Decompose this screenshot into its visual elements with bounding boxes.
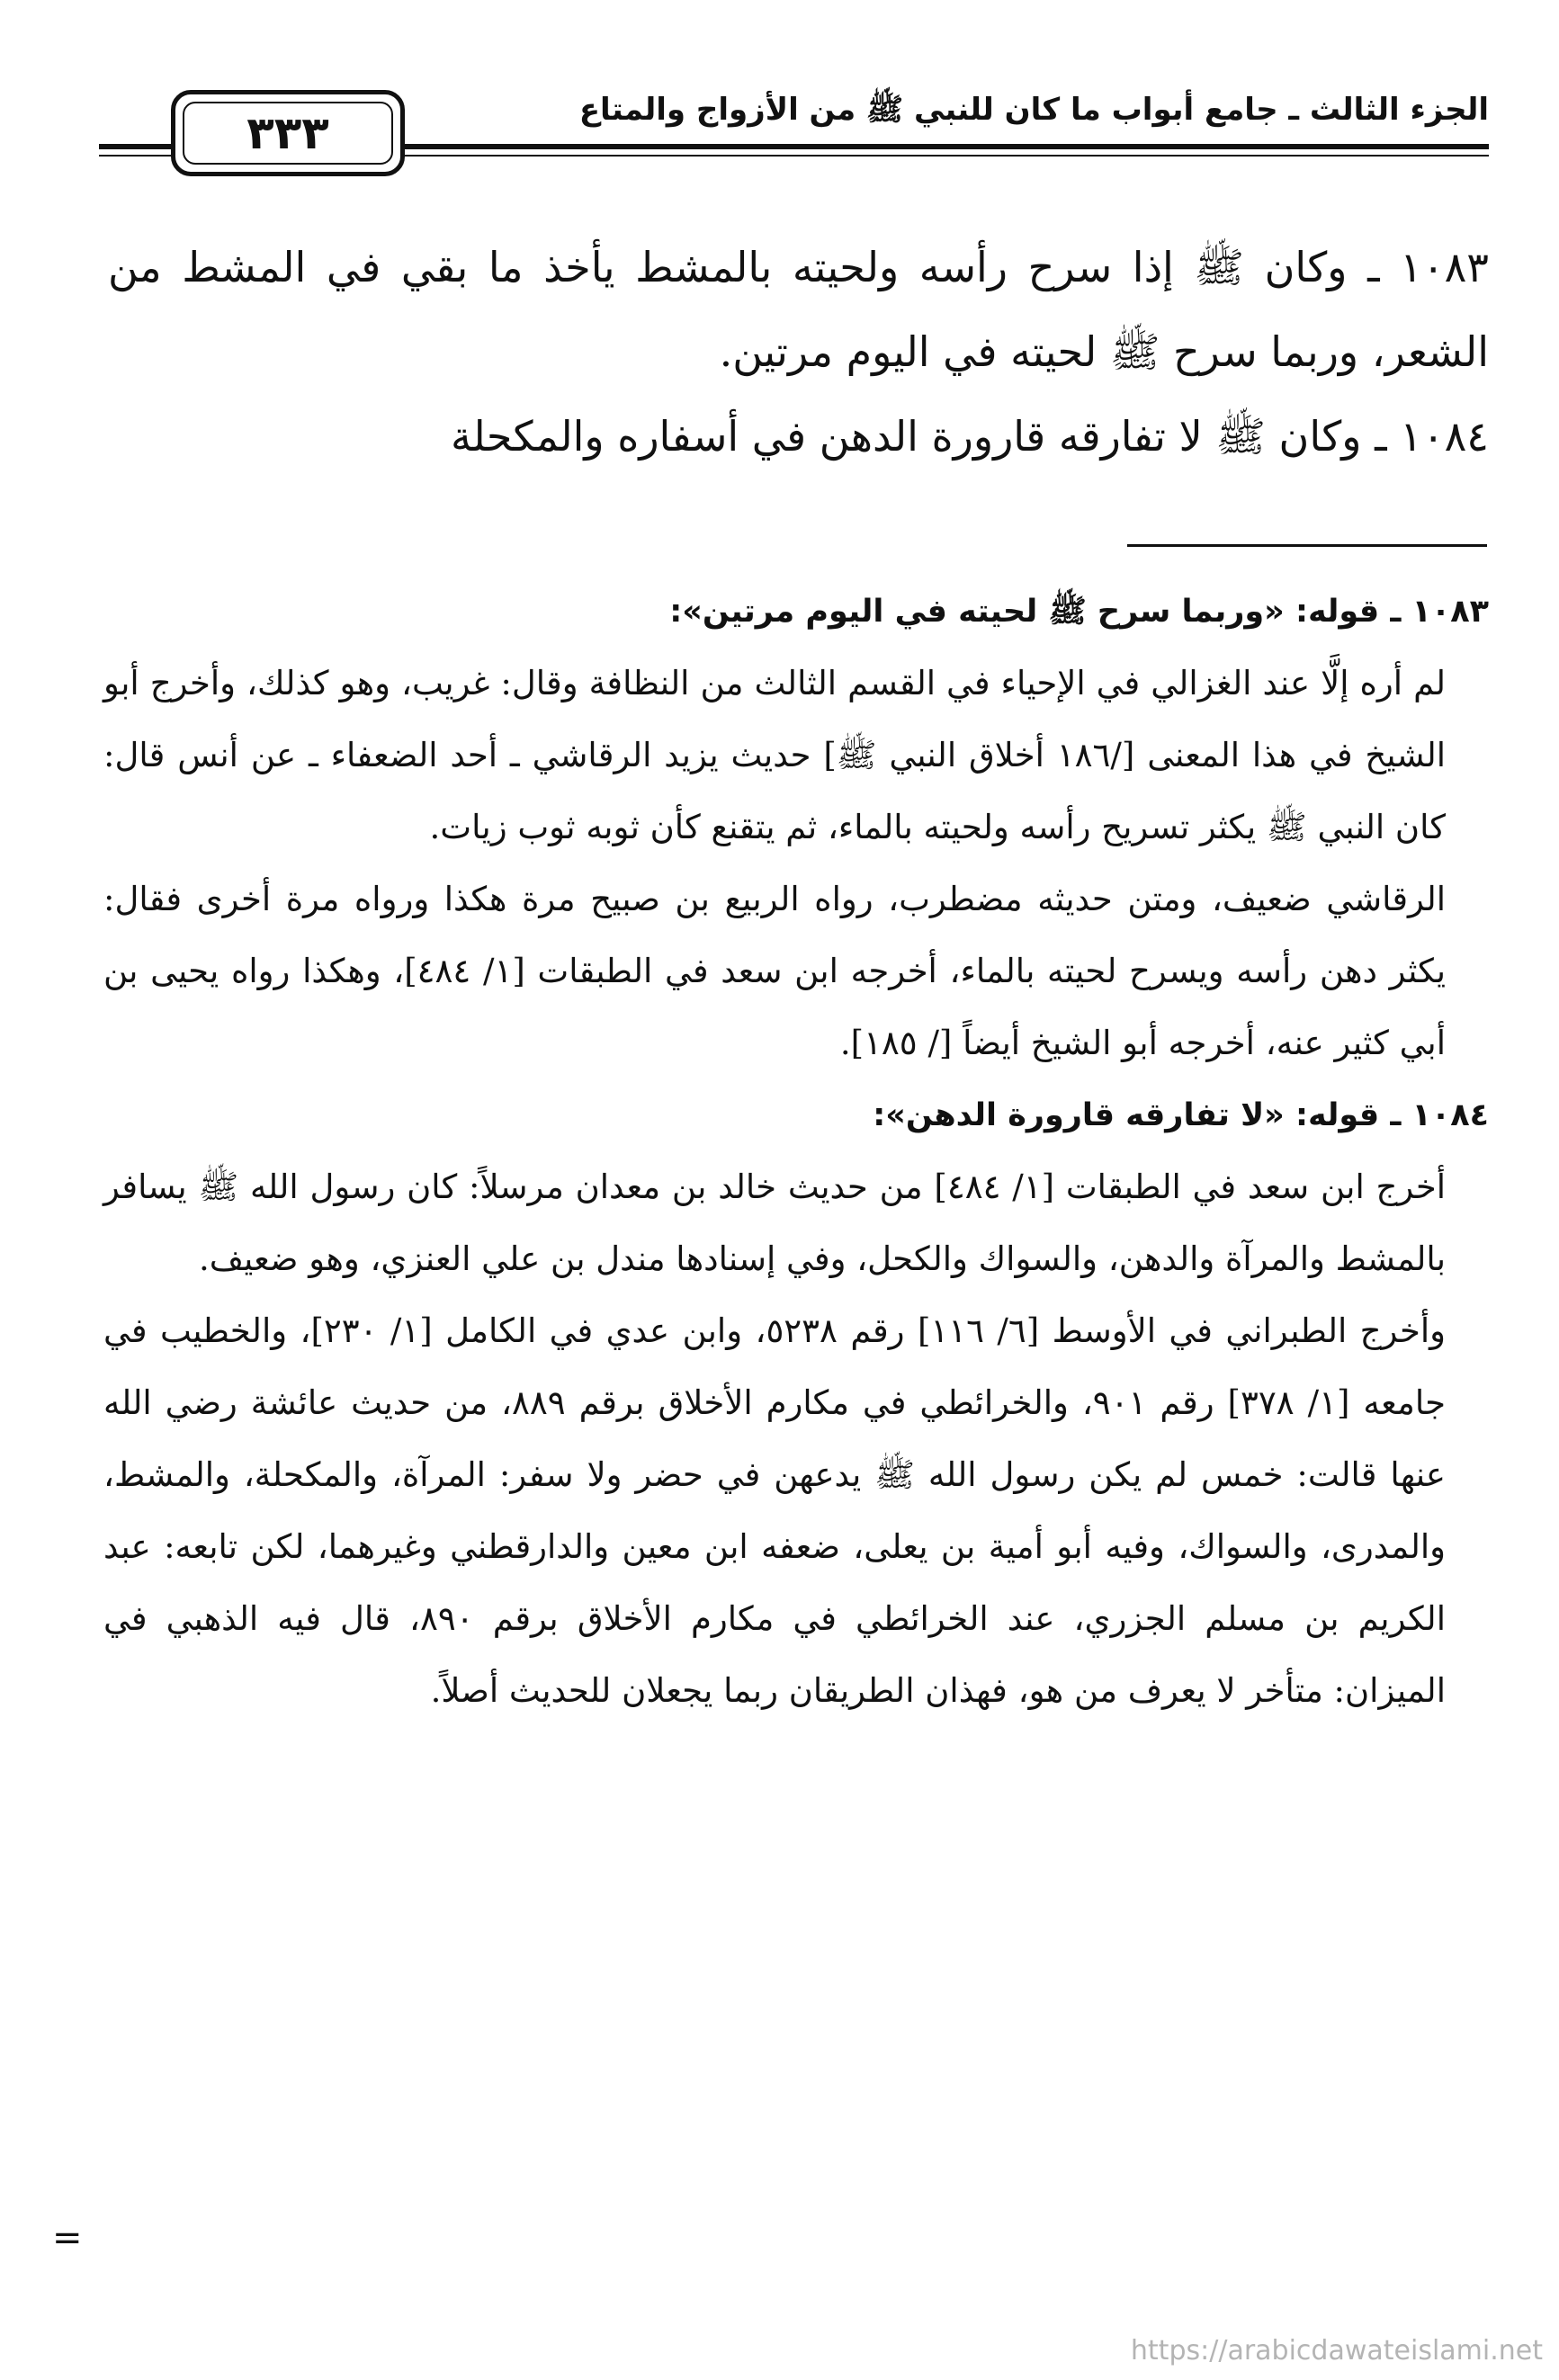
footnote-heading: ١٠٨٣ ـ قوله: «وربما سرح ﷺ لحيته في اليوم مرتين»: <box>669 594 1489 630</box>
footnote-paragraph: أخرج ابن سعد في الطبقات [١/ ٤٨٤] من حديث خالد بن معدان مرسلاً: كان رسول الله ﷺ يسافر بالمشط والمرآة والدهن، والسواك والكحل، وفي إسنادها مندل بن علي العنزي، وهو ضعيف. <box>103 1168 1446 1278</box>
footnote-1083 <box>103 576 1489 1079</box>
page-number-frame <box>171 90 405 176</box>
continuation-mark: = <box>52 2217 83 2259</box>
footnotes <box>103 576 1489 1727</box>
footnote-paragraph: الرقاشي ضعيف، ومتن حديثه مضطرب، رواه الربيع بن صبيح مرة هكذا ورواه مرة أخرى فقال: يكثر دهن رأسه ويسرح لحيته بالماء، أخرجه ابن سعد في الطبقات [١/ ٤٨٤]، وهكذا رواه يحيى بن أبي كثير عنه، أخرجه أبو الشيخ أيضاً [/ ١٨٥]. <box>103 880 1446 1062</box>
footnote-paragraph: لم أره إلَّا عند الغزالي في الإحياء في القسم الثالث من النظافة وقال: غريب، وهو كذلك، وأخرج أبو الشيخ في هذا المعنى [/١٨٦ أخلاق النبي ﷺ] حديث يزيد الرقاشي ـ أحد الضعفاء ـ عن أنس قال: كان النبي ﷺ يكثر تسريح رأسه ولحيته بالماء، ثم يتقنع كأن ثوبه ثوب زيات. <box>103 664 1446 846</box>
footnote-paragraph: وأخرج الطبراني في الأوسط [٦/ ١١٦] رقم ٥٢٣٨، وابن عدي في الكامل [١/ ٢٣٠]، والخطيب في جامعه [١/ ٣٧٨] رقم ٩٠١، والخرائطي في مكارم الأخلاق برقم ٨٨٩، من حديث عائشة رضي الله عنها قالت: خمس لم يكن رسول الله ﷺ يدعهن في حضر ولا سفر: المرآة، والمكحلة، والمشط، والمدرى، والسواك، وفيه أبو أمية بن يعلى، ضعفه ابن معين والدارقطني وغيرهما، لكن تابعه: عبد الكريم بن مسلم الجزري، عند الخرائطي في مكارم الأخلاق برقم ٨٩٠، قال فيه الذهبي في الميزان: متأخر لا يعرف من هو، فهذان الطريقان ربما يجعلان للحديث أصلاً. <box>103 1311 1446 1710</box>
footnote-separator <box>1127 544 1487 547</box>
page-number: ٣٣٣ <box>183 102 393 165</box>
footnote-heading: ١٠٨٤ ـ قوله: «لا تفارقه قارورة الدهن»: <box>873 1097 1489 1133</box>
main-paragraph-1083: ١٠٨٣ ـ وكان ﷺ إذا سرح رأسه ولحيته بالمشط يأخذ ما بقي في المشط من الشعر، وربما سرح ﷺ لحيته في اليوم مرتين. <box>108 243 1489 376</box>
footnote-body <box>103 648 1489 1079</box>
source-watermark: https://arabicdawateislami.net <box>1130 2335 1543 2367</box>
footnote-body <box>103 1151 1489 1727</box>
running-title: الجزء الثالث ـ جامع أبواب ما كان للنبي ﷺ من الأزواج والمتاع <box>578 92 1489 128</box>
page-header <box>99 81 1489 189</box>
main-text <box>108 225 1489 479</box>
footnote-1084 <box>103 1079 1489 1727</box>
main-paragraph-1084: ١٠٨٤ ـ وكان ﷺ لا تفارقه قارورة الدهن في أسفاره والمكحلة <box>451 412 1489 461</box>
